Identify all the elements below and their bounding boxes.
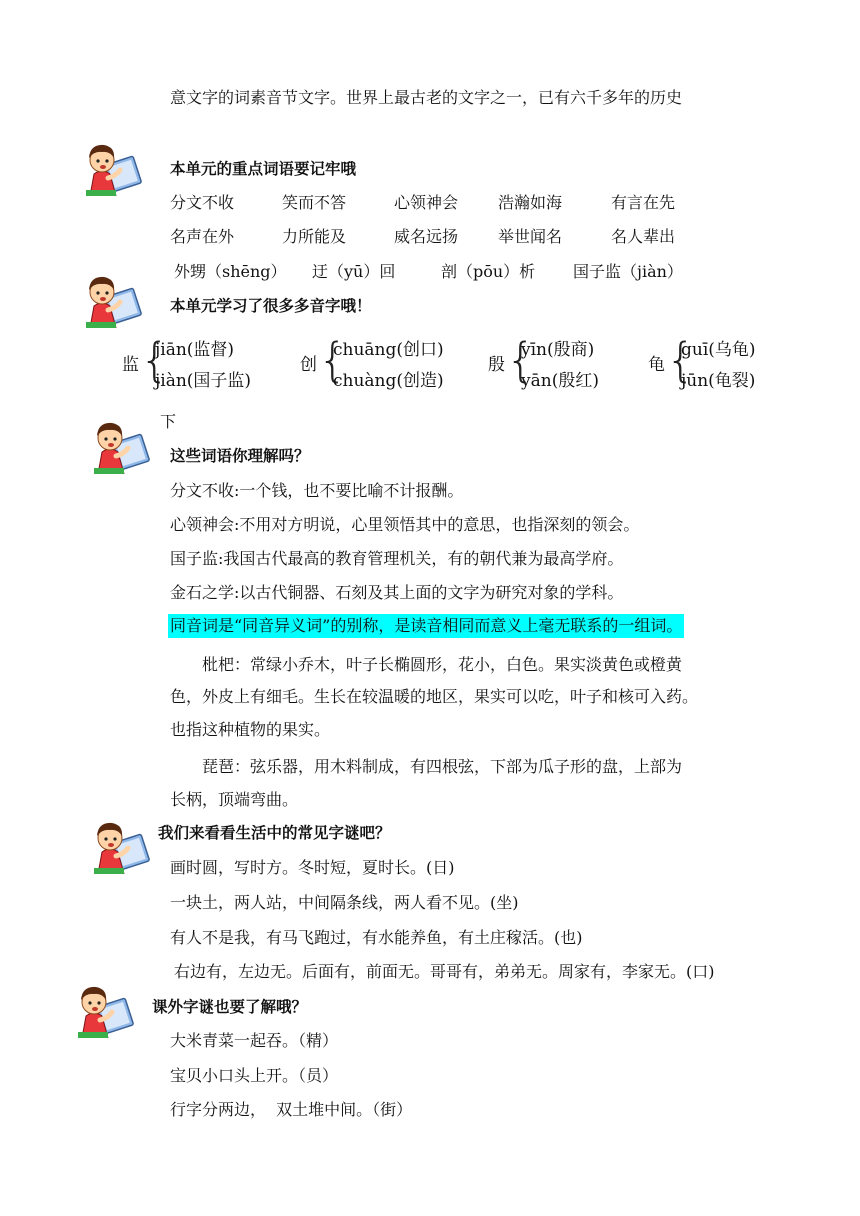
paragraph-line: 琵琶：弦乐器，用木料制成，有四根弦，下部为瓜子形的盘，上部为: [202, 757, 683, 776]
section-heading-polyphones: 本单元学习了很多多音字哦！: [170, 297, 372, 315]
key-word: 威名远扬: [394, 227, 459, 246]
brace-icon: {: [506, 333, 536, 387]
key-word: 剖（pōu）析: [441, 262, 536, 281]
highlighted-definition: 同音词是“同音异义词”的别称，是读音相同而意义上毫无联系的一组词。: [168, 614, 684, 638]
polyphone-char: 监: [122, 355, 139, 375]
definition-line: 金石之学:以古代铜器、石刻及其上面的文字为研究对象的学科。: [170, 583, 624, 602]
polyphone-reading: jiān(监督): [155, 340, 235, 360]
key-word: 名声在外: [170, 227, 235, 246]
reading-boy-icon: [88, 416, 150, 474]
definition-line: 国子监:我国古代最高的教育管理机关，有的朝代兼为最高学府。: [170, 549, 624, 568]
key-word: 浩瀚如海: [498, 193, 563, 212]
intro-line: 意文字的词素音节文字。世界上最古老的文字之一，已有六千多年的历史: [170, 88, 683, 107]
polyphone-reading: guī(乌龟): [681, 340, 756, 360]
riddle-line: 一块土，两人站，中间隔条线，两人看不见。(坐): [170, 893, 519, 912]
reading-boy-icon: [80, 270, 142, 328]
key-word: 有言在先: [611, 193, 676, 212]
paragraph-line: 色，外皮上有细毛。生长在较温暖的地区，果实可以吃，叶子和核可入药。: [170, 687, 699, 706]
polyphone-reading: chuàng(创造): [333, 371, 444, 391]
polyphone-reading: jiàn(国子监): [155, 371, 252, 391]
polyphone-reading: chuāng(创口): [333, 340, 444, 360]
paragraph-line: 枇杷：常绿小乔木，叶子长椭圆形，花小，白色。果实淡黄色或橙黄: [202, 655, 683, 674]
paragraph-line: 长柄，顶端弯曲。: [170, 790, 299, 809]
polyphone-char: 殷: [488, 355, 505, 375]
reading-boy-icon: [88, 816, 150, 874]
definition-line: 分文不收:一个钱，也不要比喻不计报酬。: [170, 481, 464, 500]
paragraph-line: 也指这种植物的果实。: [170, 720, 331, 739]
key-word: 笑而不答: [282, 193, 347, 212]
definition-line: 心领神会:不用对方明说，心里领悟其中的意思，也指深刻的领会。: [170, 515, 640, 534]
riddle-line: 行字分两边， 双土堆中间。（街）: [170, 1100, 413, 1119]
section-heading-riddles: 我们来看看生活中的常见字谜吧？: [158, 824, 391, 842]
riddle-line: 宝贝小口头上开。（员）: [170, 1066, 339, 1085]
key-word: 国子监（jiàn）: [573, 262, 683, 281]
reading-boy-icon: [72, 980, 134, 1038]
brace-icon: {: [140, 333, 170, 387]
key-word: 迂（yū）回: [312, 262, 396, 281]
stray-character: 下: [160, 412, 177, 431]
brace-icon: {: [318, 333, 348, 387]
section-heading-key-words: 本单元的重点词语要记牢哦: [170, 160, 357, 178]
key-word: 名人辈出: [611, 227, 676, 246]
riddle-line: 右边有，左边无。后面有，前面无。哥哥有，弟弟无。周家有，李家无。(口): [174, 962, 715, 981]
polyphone-char: 龟: [648, 355, 665, 375]
key-word: 外甥（shēng）: [174, 262, 287, 281]
riddle-line: 大米青菜一起吞。（精）: [170, 1031, 339, 1050]
key-word: 心领神会: [394, 193, 459, 212]
riddle-line: 画时圆，写时方。冬时短，夏时长。(日): [170, 858, 455, 877]
key-word: 分文不收: [170, 193, 235, 212]
polyphone-reading: yīn(殷商): [521, 340, 595, 360]
polyphone-char: 创: [300, 355, 317, 375]
riddle-line: 有人不是我，有马飞跑过，有水能养鱼，有土庄稼活。(也): [170, 928, 583, 947]
section-heading-vocabulary: 这些词语你理解吗？: [170, 447, 310, 465]
polyphone-reading: yān(殷红): [521, 371, 599, 391]
reading-boy-icon: [80, 138, 142, 196]
brace-icon: {: [666, 333, 696, 387]
section-heading-extra-riddles: 课外字谜也要了解哦？: [152, 998, 308, 1016]
polyphone-reading: jūn(龟裂): [681, 371, 756, 391]
key-word: 力所能及: [282, 227, 347, 246]
key-word: 举世闻名: [498, 227, 563, 246]
